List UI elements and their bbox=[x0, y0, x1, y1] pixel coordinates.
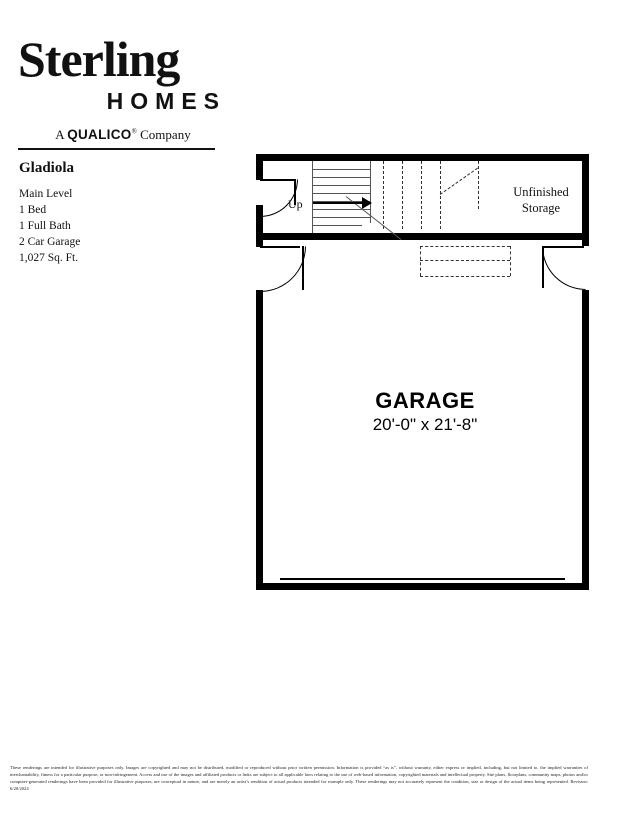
plan-area: 1,027 Sq. Ft. bbox=[19, 252, 79, 264]
stair-stringer-right bbox=[370, 161, 371, 223]
stair-tread-2 bbox=[312, 177, 371, 178]
brand-name-primary: Sterling bbox=[18, 31, 180, 87]
garage-room-name: GARAGE bbox=[375, 388, 475, 413]
divider bbox=[18, 148, 215, 150]
overhang-dash-1 bbox=[383, 161, 384, 229]
stair-tread-8 bbox=[312, 225, 362, 226]
stair-tread-3 bbox=[312, 185, 371, 186]
plan-garage: 2 Car Garage bbox=[19, 236, 81, 248]
storage-label-line2: Storage bbox=[521, 201, 561, 215]
landing-dash-top bbox=[420, 246, 510, 247]
wall-right-main bbox=[582, 290, 589, 590]
overhang-dash-3 bbox=[421, 161, 422, 229]
stair-direction-arrowhead bbox=[362, 197, 372, 209]
stair-direction-arrow bbox=[313, 202, 365, 204]
room-label-storage bbox=[493, 184, 589, 216]
stairs-up-label: Up bbox=[288, 197, 303, 211]
door-arc-garage-interior bbox=[260, 246, 306, 292]
landing-dash-bottom bbox=[420, 276, 510, 277]
wall-top bbox=[256, 154, 589, 161]
wall-bottom bbox=[256, 583, 589, 590]
wall-left-main bbox=[256, 290, 263, 590]
plan-baths: 1 Full Bath bbox=[19, 220, 71, 232]
page-title: Gladiola bbox=[19, 160, 75, 176]
wall-left-upper bbox=[256, 154, 263, 180]
stair-tread-7 bbox=[312, 217, 371, 218]
door-jamb-right bbox=[542, 246, 544, 288]
floorplan-diagram bbox=[250, 150, 595, 600]
garage-door-line bbox=[280, 578, 565, 580]
legal-disclaimer: These renderings are intended for illustrative purposes only. Images are copyrighted and may not be distributed, modified or reproduced without prior written permission. Information is provided “as is”, without warranty, either express or implied, including, but not limited to, the implied warranties of merchantability, fitness for a particular purpose, or non-infringement. Access and use of the images and affiliated products or links are subject to all applicable laws relating to the use of web-based information, copyrighted materials and intellectual property. Site plans, floorplans, community maps, photos and/or computer-generated renderings have been provided for illustrative purposes, are conceptual in nature, and are merely an artist’s rendition of actual products intended for example only. These renderings may not accurately represent the condition, size or design of the actual items being represented. Revision: 6/20/2024 bbox=[10, 765, 588, 791]
brand-tagline bbox=[18, 127, 228, 143]
storage-label-line1: Unfinished bbox=[513, 185, 569, 199]
garage-room-dimensions: 20'-0" x 21'-8" bbox=[372, 415, 478, 434]
stair-tread-4 bbox=[312, 193, 371, 194]
stair-stringer-left bbox=[312, 161, 313, 233]
brand-name-secondary: HOMES bbox=[106, 88, 226, 114]
plan-info bbox=[19, 160, 219, 266]
landing-dash-left bbox=[420, 246, 421, 276]
plan-level: Main Level bbox=[19, 188, 73, 200]
tagline-prefix: A bbox=[55, 127, 68, 142]
wall-interior-horizontal bbox=[256, 233, 589, 240]
landing-dash-right bbox=[510, 246, 511, 276]
plan-beds: 1 Bed bbox=[19, 204, 47, 216]
overhang-dash-2 bbox=[402, 161, 403, 229]
stair-tread-1 bbox=[312, 169, 371, 170]
tagline-company: QUALICO bbox=[67, 127, 132, 142]
brand-logo bbox=[18, 32, 228, 143]
overhang-dash-diag bbox=[440, 168, 478, 195]
tagline-suffix: Company bbox=[136, 127, 191, 142]
door-jamb-garage-interior bbox=[302, 246, 304, 290]
room-label-garage bbox=[320, 388, 530, 435]
door-arc-right bbox=[542, 246, 586, 290]
tagline-registered-mark: ® bbox=[131, 127, 137, 136]
landing-dash-mid bbox=[420, 260, 510, 261]
